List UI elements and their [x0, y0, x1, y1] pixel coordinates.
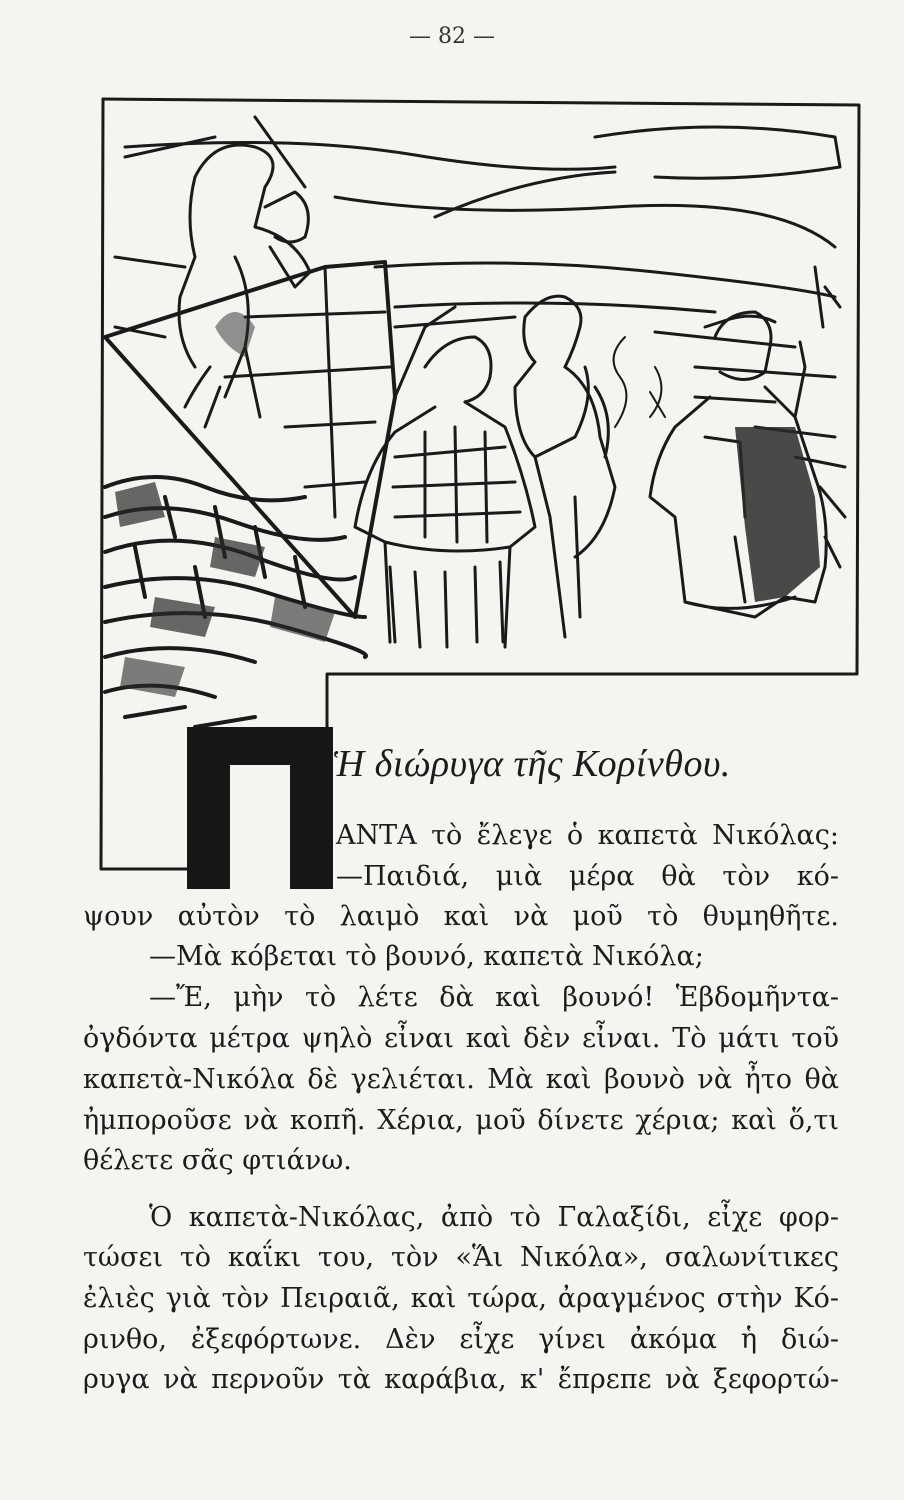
text-line: Ὁ καπετὰ-Νικόλας, ἀπὸ τὸ Γαλαξίδι, εἶχε φορ-	[149, 1202, 839, 1233]
text-line: ΑΝΤΑ τὸ ἔλεγε ὁ καπετὰ Νικόλας:	[336, 820, 839, 851]
text-line: καπετὰ-Νικόλα δὲ γελιέται. Μὰ καὶ βουνὸ νὰ ἦτο θὰ	[83, 1064, 839, 1095]
text-line: ρινθο, ἐξεφόρτωνε. Δὲν εἶχε γίνει ἀκόμα ἡ διώ-	[83, 1324, 839, 1355]
text-line: ρυγα νὰ περνοῦν τὰ καράβια, κ' ἔπρεπε νὰ ξεφορτώ-	[83, 1364, 839, 1395]
chapter-title: Ἡ διώρυγα τῆς Κορίνθου.	[333, 743, 731, 785]
text-line: τώσει τὸ καΐκι του, τὸν «Ἅι Νικόλα», σαλωνίτικες	[83, 1242, 839, 1273]
text-line: θέλετε σᾶς φτιάνω.	[83, 1145, 352, 1176]
text-line: —Μὰ κόβεται τὸ βουνό, καπετὰ Νικόλα;	[149, 941, 704, 972]
text-line: ὀγδόντα μέτρα ψηλὸ εἶναι καὶ δὲν εἶναι. Τὸ μάτι τοῦ	[83, 1023, 839, 1054]
text-line: —Ἔ, μὴν τὸ λέτε δὰ καὶ βουνό! Ἑβδομῆντα-	[149, 982, 839, 1013]
text-line: ἠμποροῦσε νὰ κοπῆ. Χέρια, μοῦ δίνετε χέρια; καὶ ὅ,τι	[83, 1105, 839, 1136]
text-line: ψουν αὐτὸν τὸ λαιμὸ καὶ νὰ μοῦ τὸ θυμηθῆτε.	[83, 901, 839, 932]
text-line: —Παιδιά, μιὰ μέρα θὰ τὸν κό-	[336, 861, 839, 892]
text-line: ἐλιὲς γιὰ τὸν Πειραιᾶ, καὶ τώρα, ἀραγμένος στὴν Κό-	[83, 1283, 839, 1314]
drop-cap-letter	[187, 727, 333, 889]
page-number: — 82 —	[409, 24, 495, 49]
